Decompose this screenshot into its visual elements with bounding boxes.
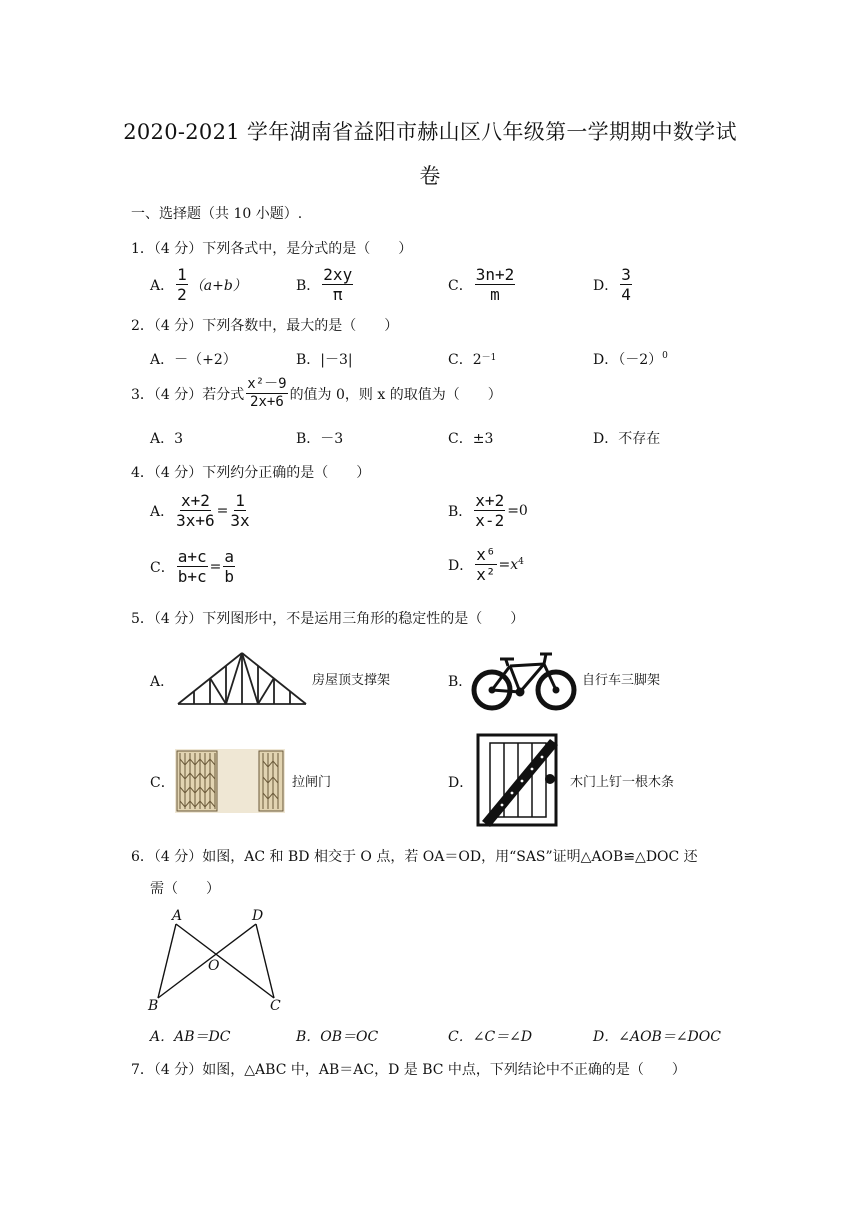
- stem-text: 3．（4 分）若分式: [131, 386, 245, 403]
- option-text: C．2: [448, 352, 482, 368]
- q1-option-d[interactable]: [593, 266, 634, 303]
- fraction: $\frac{x+2}{3x+6}$: [176, 491, 215, 530]
- q5-option-a-caption: 房屋顶支撑架: [312, 673, 391, 688]
- fraction: $\frac{1}{2}$: [177, 265, 187, 304]
- exponent: 0: [662, 351, 668, 361]
- q5-option-a-label[interactable]: A．: [150, 674, 175, 690]
- q5-option-c-label[interactable]: C．: [150, 775, 175, 791]
- q2-option-a[interactable]: A．－（+2）: [150, 352, 237, 368]
- q1-option-a[interactable]: [150, 266, 247, 303]
- q5-option-c-caption: 拉闸门: [292, 775, 332, 790]
- q4-option-d[interactable]: [448, 546, 524, 583]
- equals-sign: =: [209, 558, 222, 575]
- q4-option-c[interactable]: [150, 548, 237, 585]
- option-label: C．: [150, 559, 175, 576]
- fraction: $\frac{x+2}{x-2}$: [475, 491, 505, 530]
- question-5-stem: 5．（4 分）下列图形中，不是运用三角形的稳定性的是（ ）: [131, 611, 525, 627]
- question-3-stem: [131, 377, 502, 410]
- roof-truss-figure: [176, 650, 308, 708]
- q3-option-b[interactable]: B．－3: [296, 431, 344, 447]
- point-a-label: A: [172, 908, 183, 924]
- q2-option-d[interactable]: [593, 349, 668, 369]
- option-label: A．: [150, 277, 175, 294]
- q2-option-c[interactable]: [448, 349, 496, 369]
- question-2-stem: 2．（4 分）下列各数中，最大的是（ ）: [131, 318, 399, 334]
- stem-text: 的值为 0，则 x 的取值为（ ）: [289, 386, 502, 403]
- folding-gate-figure: [175, 749, 285, 813]
- fraction: $\frac{2xy}{\pi}$: [323, 265, 353, 304]
- question-7-stem: 7．（4 分）如图，△ABC 中，AB＝AC，D 是 BC 中点，下列结论中不正确的是（ ）: [131, 1062, 686, 1078]
- question-6-stem: 6．（4 分）如图，AC 和 BD 相交于 O 点，若 OA＝OD，用“SAS”证明△AOB≌△DOC 还: [131, 849, 698, 865]
- q4-option-a[interactable]: [150, 492, 252, 529]
- question-1-stem: 1．（4 分）下列各式中，是分式的是（ ）: [131, 241, 413, 257]
- q1-option-c[interactable]: [448, 266, 517, 303]
- exponent: －1: [481, 352, 497, 363]
- option-label: D．: [448, 557, 474, 574]
- option-expression: =0: [507, 502, 528, 519]
- fraction: $\frac{\text{x²－9}}{2x+6}$: [247, 376, 287, 410]
- fraction: $\frac{1}{3x}$: [230, 491, 250, 530]
- fraction: $\frac{3}{4}$: [621, 265, 631, 304]
- q6-option-d[interactable]: D．∠AOB＝∠DOC: [593, 1029, 721, 1045]
- option-label: C．: [448, 277, 473, 294]
- door-with-brace-figure: [476, 733, 560, 829]
- q1-option-b[interactable]: [296, 266, 355, 303]
- section-heading: 一、选择题（共 10 小题）.: [131, 206, 303, 222]
- bicycle-figure: [470, 648, 578, 712]
- option-text: D．（－2）: [593, 352, 663, 368]
- bowtie-triangles-figure: [146, 904, 286, 1016]
- q3-option-d[interactable]: D．不存在: [593, 431, 661, 447]
- q5-option-d-caption: 木门上钉一根木条: [570, 775, 675, 790]
- option-label: B．: [448, 503, 473, 520]
- page-title: 2020-2021 学年湖南省益阳市赫山区八年级第一学期期中数学试: [123, 120, 737, 144]
- q3-option-a[interactable]: A．3: [150, 431, 184, 447]
- q6-option-a[interactable]: A．AB＝DC: [150, 1029, 231, 1045]
- option-label: A．: [150, 503, 175, 520]
- fraction: $\frac{a}{b}$: [224, 547, 234, 586]
- question-6-stem-continued: 需（ ）: [150, 881, 220, 897]
- q4-option-b[interactable]: [448, 492, 528, 529]
- q5-option-b-caption: 自行车三脚架: [582, 673, 661, 688]
- q3-option-c[interactable]: C．±3: [448, 431, 494, 447]
- option-expression: （a+b）: [189, 277, 247, 294]
- option-expression: =x: [498, 556, 519, 573]
- equals-sign: =: [216, 502, 229, 519]
- question-4-stem: 4．（4 分）下列约分正确的是（ ）: [131, 465, 371, 481]
- point-c-label: C: [270, 998, 281, 1014]
- q6-option-c[interactable]: C．∠C＝∠D: [448, 1029, 533, 1045]
- option-label: B．: [296, 277, 321, 294]
- page-title-continued: 卷: [419, 164, 441, 188]
- point-o-label: O: [208, 958, 220, 974]
- fraction: $\frac{3n+2}{m}$: [475, 265, 515, 304]
- option-label: D．: [593, 277, 619, 294]
- fraction: $\frac{\text{x⁶}}{\text{x²}}$: [476, 545, 496, 584]
- exponent: 4: [518, 556, 524, 567]
- q6-option-b[interactable]: B．OB＝OC: [296, 1029, 379, 1045]
- fraction: $\frac{a+c}{b+c}$: [177, 547, 207, 586]
- q5-option-d-label[interactable]: D．: [448, 775, 474, 791]
- q5-option-b-label[interactable]: B．: [448, 674, 473, 690]
- point-d-label: D: [252, 908, 264, 924]
- point-b-label: B: [148, 998, 159, 1014]
- q2-option-b[interactable]: B．|－3|: [296, 352, 353, 368]
